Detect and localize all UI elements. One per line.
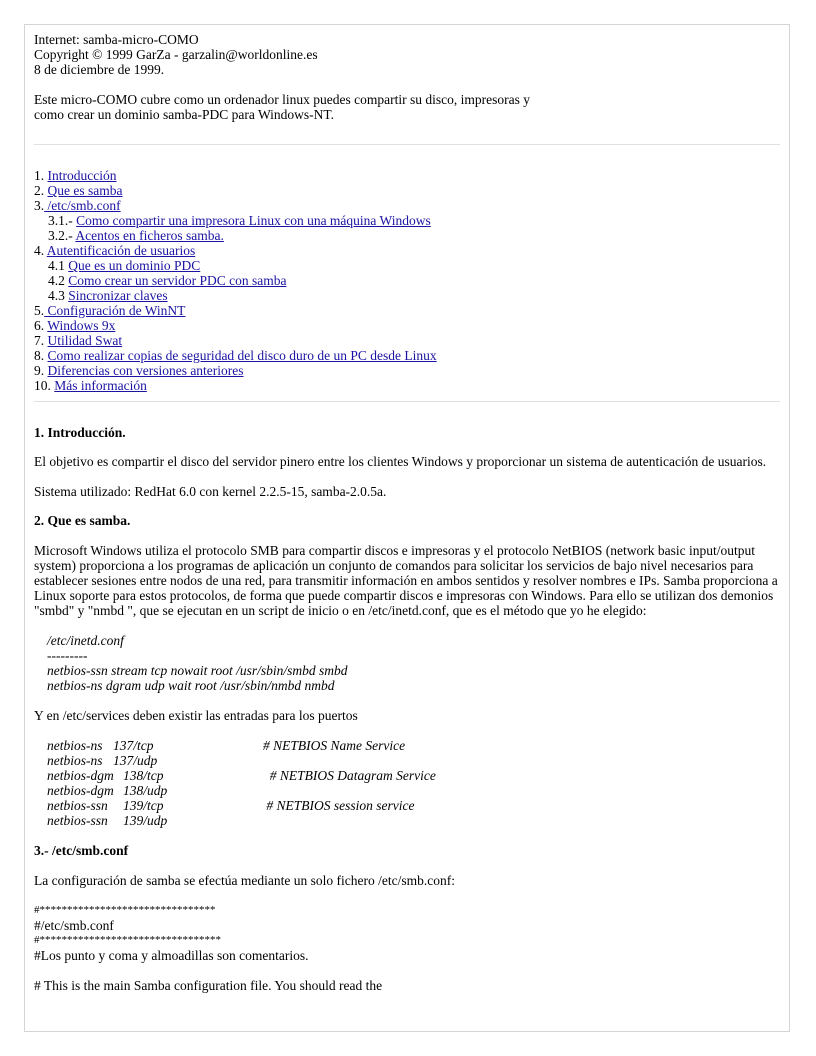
section-2-title: 2. Que es samba. bbox=[34, 513, 131, 528]
toc-link[interactable]: Sincronizar claves bbox=[68, 288, 168, 303]
toc-link[interactable]: Configuración de WinNT bbox=[44, 303, 186, 318]
service-name: netbios-ssn bbox=[47, 813, 108, 828]
service-entry bbox=[47, 813, 780, 828]
toc-link[interactable]: Utilidad Swat bbox=[47, 333, 123, 348]
toc-item bbox=[34, 273, 780, 288]
section-1-paragraph-1: El objetivo es compartir el disco del servidor pinero entre los clientes Windows y proporcionar un sistema de autenticación de usuarios. bbox=[34, 454, 767, 469]
toc-item-number: 2. bbox=[34, 183, 48, 198]
service-port: 139/udp bbox=[123, 813, 168, 828]
toc-link[interactable]: Que es samba bbox=[47, 183, 123, 198]
section-2-paragraph-2: Y en /etc/services deben existir las entradas para los puertos bbox=[34, 708, 358, 723]
toc-item bbox=[34, 258, 780, 273]
conf-line: # This is the main Samba configuration file. You should read the bbox=[34, 978, 383, 993]
toc-item bbox=[34, 198, 780, 213]
toc-link[interactable]: Windows 9x bbox=[47, 318, 116, 333]
code-line: --------- bbox=[47, 648, 88, 663]
header-line-1: Internet: samba-micro-COMO bbox=[34, 32, 199, 47]
toc-link[interactable]: Autentificación de usuarios bbox=[46, 243, 196, 258]
divider bbox=[34, 144, 780, 145]
section-1-paragraph-2: Sistema utilizado: RedHat 6.0 con kernel 2.2.5-15, samba-2.0.5a. bbox=[34, 484, 387, 499]
service-port: 138/udp bbox=[123, 783, 168, 798]
intro-paragraph bbox=[34, 92, 780, 122]
toc-link[interactable]: Diferencias con versiones anteriores bbox=[47, 363, 244, 378]
toc-link[interactable]: Como compartir una impresora Linux con una máquina Windows bbox=[76, 213, 431, 228]
service-comment: # NETBIOS Name Service bbox=[263, 738, 406, 753]
toc-item bbox=[34, 378, 780, 393]
toc-item-number: 4.1 bbox=[48, 258, 69, 273]
toc-item bbox=[34, 333, 780, 348]
divider bbox=[34, 401, 780, 402]
intro-line-2: como crear un dominio samba-PDC para Windows-NT. bbox=[34, 107, 335, 122]
toc-item-number: 3. bbox=[34, 198, 45, 213]
code-line: netbios-ns dgram udp wait root /usr/sbin/nmbd nmbd bbox=[47, 678, 335, 693]
toc-link[interactable]: /etc/smb.conf bbox=[44, 198, 121, 213]
toc-link[interactable]: Introducción bbox=[47, 168, 117, 183]
header-copyright: Copyright © 1999 GarZa - garzalin@worldonline.es bbox=[34, 47, 318, 62]
toc-item-number: 8. bbox=[34, 348, 48, 363]
toc-item-number: 6. bbox=[34, 318, 48, 333]
toc-item-number: 4.2 bbox=[48, 273, 69, 288]
toc-item-number: 4.3 bbox=[48, 288, 69, 303]
service-entry bbox=[47, 798, 780, 813]
toc-link[interactable]: Que es un dominio PDC bbox=[68, 258, 201, 273]
toc-item bbox=[34, 183, 780, 198]
section-3-paragraph-1: La configuración de samba se efectúa mediante un solo fichero /etc/smb.conf: bbox=[34, 873, 455, 888]
toc-item-number: 1. bbox=[34, 168, 48, 183]
toc-item-number: 3.2.- bbox=[48, 228, 76, 243]
services-code-block bbox=[34, 738, 780, 828]
table-of-contents bbox=[34, 168, 780, 393]
service-port: 137/udp bbox=[113, 753, 158, 768]
service-port: 137/tcp bbox=[113, 738, 154, 753]
toc-item-number: 10. bbox=[34, 378, 55, 393]
header-date: 8 de diciembre de 1999. bbox=[34, 62, 165, 77]
service-port: 138/tcp bbox=[123, 768, 164, 783]
toc-item-number: 7. bbox=[34, 333, 48, 348]
toc-item bbox=[34, 168, 780, 183]
toc-link[interactable]: Más información bbox=[54, 378, 147, 393]
doc-header bbox=[34, 32, 780, 77]
toc-item bbox=[34, 303, 780, 318]
toc-link[interactable]: Como realizar copias de seguridad del disco duro de un PC desde Linux bbox=[47, 348, 437, 363]
code-line: netbios-ssn stream tcp nowait root /usr/sbin/smbd smbd bbox=[47, 663, 348, 678]
toc-link[interactable]: Como crear un servidor PDC con samba bbox=[68, 273, 287, 288]
code-line: /etc/inetd.conf bbox=[47, 633, 124, 648]
document-frame bbox=[24, 24, 790, 1032]
toc-item-number: 3.1.- bbox=[48, 213, 77, 228]
service-comment: # NETBIOS session service bbox=[263, 798, 415, 813]
section-1-title: 1. Introducción. bbox=[34, 425, 126, 440]
service-entry bbox=[47, 738, 780, 753]
service-port: 139/tcp bbox=[123, 798, 164, 813]
document-body bbox=[25, 25, 789, 993]
inetd-code-block bbox=[34, 633, 780, 693]
service-name: netbios-ns bbox=[47, 738, 103, 753]
toc-item bbox=[34, 228, 780, 243]
conf-line: #********************************* bbox=[34, 934, 221, 946]
service-entry bbox=[47, 768, 780, 783]
conf-line: #Los punto y coma y almoadillas son comentarios. bbox=[34, 948, 309, 963]
service-name: netbios-ns bbox=[47, 753, 103, 768]
section-3-title: 3.- /etc/smb.conf bbox=[34, 843, 129, 858]
intro-line-1: Este micro-COMO cubre como un ordenador linux puedes compartir su disco, impresoras y bbox=[34, 92, 531, 107]
toc-item bbox=[34, 213, 780, 228]
service-comment: # NETBIOS Datagram Service bbox=[263, 768, 436, 783]
section-2-paragraph-1: Microsoft Windows utiliza el protocolo SMB para compartir discos e impresoras y el protocolo NetBIOS (network basic input/output system) proporciona a los programas de aplicación un conjunto de comandos para solicitar los servicios de bajo nivel necesarios para establecer sesiones entre nodos de una red, para transmitir información en ambos sentidos y resolver nombres e IPs. Samba proporciona a Linux soporte para estos protocolos, de forma que puede compartir discos e impresoras con Windows. Para ello se utilizan dos demonios "smbd" y "nmbd ", que se ejecutan en un script de inicio o en /etc/inetd.conf, que es el método que yo he elegido: bbox=[34, 543, 778, 618]
toc-item-number: 4. bbox=[34, 243, 47, 258]
conf-line: #******************************** bbox=[34, 904, 216, 916]
toc-item-number: 9. bbox=[34, 363, 48, 378]
service-entry bbox=[47, 753, 780, 768]
service-name: netbios-ssn bbox=[47, 798, 108, 813]
toc-item bbox=[34, 363, 780, 378]
conf-line: #/etc/smb.conf bbox=[34, 918, 114, 933]
toc-item-number: 5. bbox=[34, 303, 45, 318]
service-name: netbios-dgm bbox=[47, 768, 114, 783]
toc-item bbox=[34, 288, 780, 303]
toc-item bbox=[34, 318, 780, 333]
toc-link[interactable]: Acentos en ficheros samba. bbox=[75, 228, 224, 243]
toc-item bbox=[34, 243, 780, 258]
smb-conf-listing bbox=[34, 903, 780, 993]
service-name: netbios-dgm bbox=[47, 783, 114, 798]
service-entry bbox=[47, 783, 780, 798]
conf-line bbox=[34, 963, 780, 978]
toc-item bbox=[34, 348, 780, 363]
